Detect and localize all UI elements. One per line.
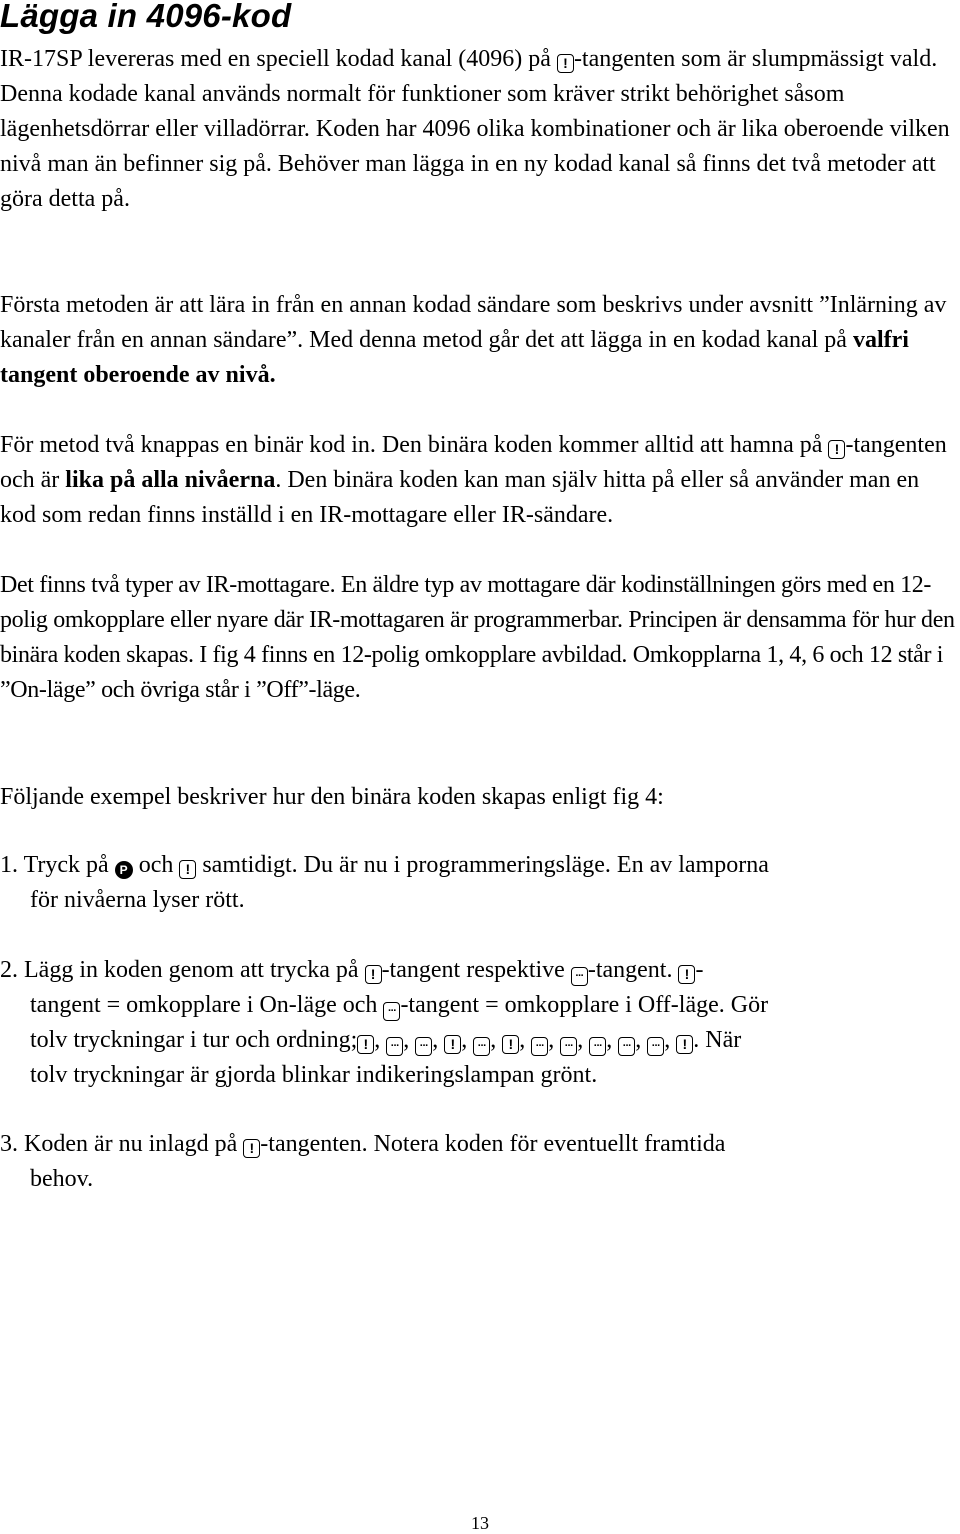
dots-key-icon: ··· <box>618 1037 635 1056</box>
step-2-line-3 <box>0 1023 960 1058</box>
method2-bold: lika på alla nivåerna <box>65 467 276 493</box>
exclaim-key-icon: ! <box>444 1035 461 1054</box>
step-3 <box>0 1127 960 1197</box>
step-2-line-2 <box>0 988 960 1023</box>
sequence-separator: , <box>374 1027 387 1053</box>
step-3-text-b: -tangenten. Notera koden för eventuellt framtida <box>260 1131 726 1157</box>
step-2-text-g: tolv tryckningar i tur och ordning; <box>30 1027 358 1053</box>
dots-key-icon: ··· <box>531 1037 548 1056</box>
p-key-icon: P <box>115 861 133 879</box>
sequence-separator: , <box>548 1027 561 1053</box>
exclaim-key-icon: ! <box>676 1035 693 1054</box>
exclaim-key-icon: ! <box>179 860 196 879</box>
sequence-separator: , <box>519 1027 532 1053</box>
dots-key-icon: ··· <box>383 1002 400 1021</box>
step-2-text-d: - <box>695 957 704 983</box>
exclaim-key-icon: ! <box>557 54 574 73</box>
method1-paragraph <box>0 288 955 393</box>
step-2-text-a: Lägg in koden genom att trycka på <box>18 957 365 983</box>
sequence-separator: , <box>606 1027 619 1053</box>
intro-text-1: IR-17SP levereras med en speciell kodad kanal (4096) på <box>0 46 557 72</box>
exclaim-key-icon: ! <box>365 965 382 984</box>
exclaim-key-icon: ! <box>828 440 845 459</box>
method2-text-2: -tangenten och är <box>0 432 947 493</box>
step-2-text-h: . När <box>693 1027 742 1053</box>
step-number: 3. <box>0 1131 18 1157</box>
step-3-line-2: behov. <box>30 1166 94 1192</box>
dots-key-icon: ··· <box>415 1037 432 1056</box>
sequence-separator: , <box>461 1027 474 1053</box>
sequence-separator: , <box>635 1027 648 1053</box>
sequence-separator: , <box>577 1027 590 1053</box>
dots-key-icon: ··· <box>386 1037 403 1056</box>
key-sequence <box>357 1027 693 1053</box>
step-2-text-f: -tangent = omkopplare i Off-läge. Gör <box>400 992 769 1018</box>
sequence-separator: , <box>403 1027 416 1053</box>
step-number: 2. <box>0 957 18 983</box>
example-intro: Följande exempel beskriver hur den binära koden skapas enligt fig 4: <box>0 784 664 810</box>
step-1 <box>0 848 960 918</box>
step-2-text-c: -tangent. <box>587 957 679 983</box>
exclaim-key-icon: ! <box>502 1035 519 1054</box>
intro-text-2: -tangenten som är slumpmässigt vald. Denna kodade kanal används normalt för funktioner som kräver strikt behörighet såsom lägenhetsdörrar eller villadörrar. Koden har 4096 olika kombinationer och är lika oberoende vilken nivå man än befinner sig på. Behöver man lägga in en ny kodad kanal så finns det två metoder att göra detta på. <box>0 46 950 212</box>
dots-key-icon: ··· <box>647 1037 664 1056</box>
step-1-line-2: för nivåerna lyser rött. <box>30 887 245 913</box>
dots-key-icon: ··· <box>571 967 588 986</box>
receivers-paragraph: Det finns två typer av IR-mottagare. En äldre typ av mottagare där kodinställningen görs med en 12-polig omkopplare eller nyare där IR-mottagaren är programmerbar. Principen är densamma för hur den binära koden skapas. I fig 4 finns en 12-polig omkopplare avbildad. Omkopplarna 1, 4, 6 och 12 står i ”On-läge” och övriga står i ”Off”-läge. <box>0 572 955 703</box>
step-3-line-1 <box>0 1127 960 1162</box>
sequence-separator: , <box>490 1027 503 1053</box>
dots-key-icon: ··· <box>560 1037 577 1056</box>
page-title: Lägga in 4096-kod <box>0 0 292 34</box>
exclaim-key-icon: ! <box>243 1139 260 1158</box>
step-2-line-1 <box>0 953 960 988</box>
intro-paragraph <box>0 42 955 217</box>
method2-text-1: För metod två knappas en binär kod in. Den binära koden kommer alltid att hamna på <box>0 432 829 458</box>
dots-key-icon: ··· <box>473 1037 490 1056</box>
sequence-separator: , <box>664 1027 677 1053</box>
page-number: 13 <box>471 1513 489 1533</box>
method2-text-3: . Den binära koden kan man själv hitta på eller så använder man en kod som redan finns inställd i en IR-mottagare eller IR-sändare. <box>0 467 920 528</box>
dots-key-icon: ··· <box>589 1037 606 1056</box>
step-1-text-c: samtidigt. Du är nu i programmeringsläge. En av lamporna <box>196 852 769 878</box>
sequence-separator: , <box>432 1027 445 1053</box>
exclaim-key-icon: ! <box>357 1035 374 1054</box>
step-number: 1. <box>0 852 18 878</box>
method2-paragraph <box>0 428 958 533</box>
method1-bold: valfri tangent oberoende av nivå. <box>0 327 909 388</box>
step-2-text-b: -tangent respektive <box>381 957 571 983</box>
method1-text: Första metoden är att lära in från en annan kodad sändare som beskrivs under avsnitt ”Inlärning av kanaler från en annan sändare”. Med denna metod går det att lägga in en kodad kanal på <box>0 292 947 353</box>
step-2-line-4: tolv tryckningar är gjorda blinkar indikeringslampan grönt. <box>30 1062 598 1088</box>
step-2 <box>0 953 960 1093</box>
step-1-text-b: och <box>132 852 180 878</box>
step-3-text-a: Koden är nu inlagd på <box>18 1131 244 1157</box>
step-1-text-a: Tryck på <box>18 852 115 878</box>
exclaim-key-icon: ! <box>678 965 695 984</box>
step-1-line-1 <box>0 848 960 883</box>
step-2-text-e: tangent = omkopplare i On-läge och <box>30 992 384 1018</box>
